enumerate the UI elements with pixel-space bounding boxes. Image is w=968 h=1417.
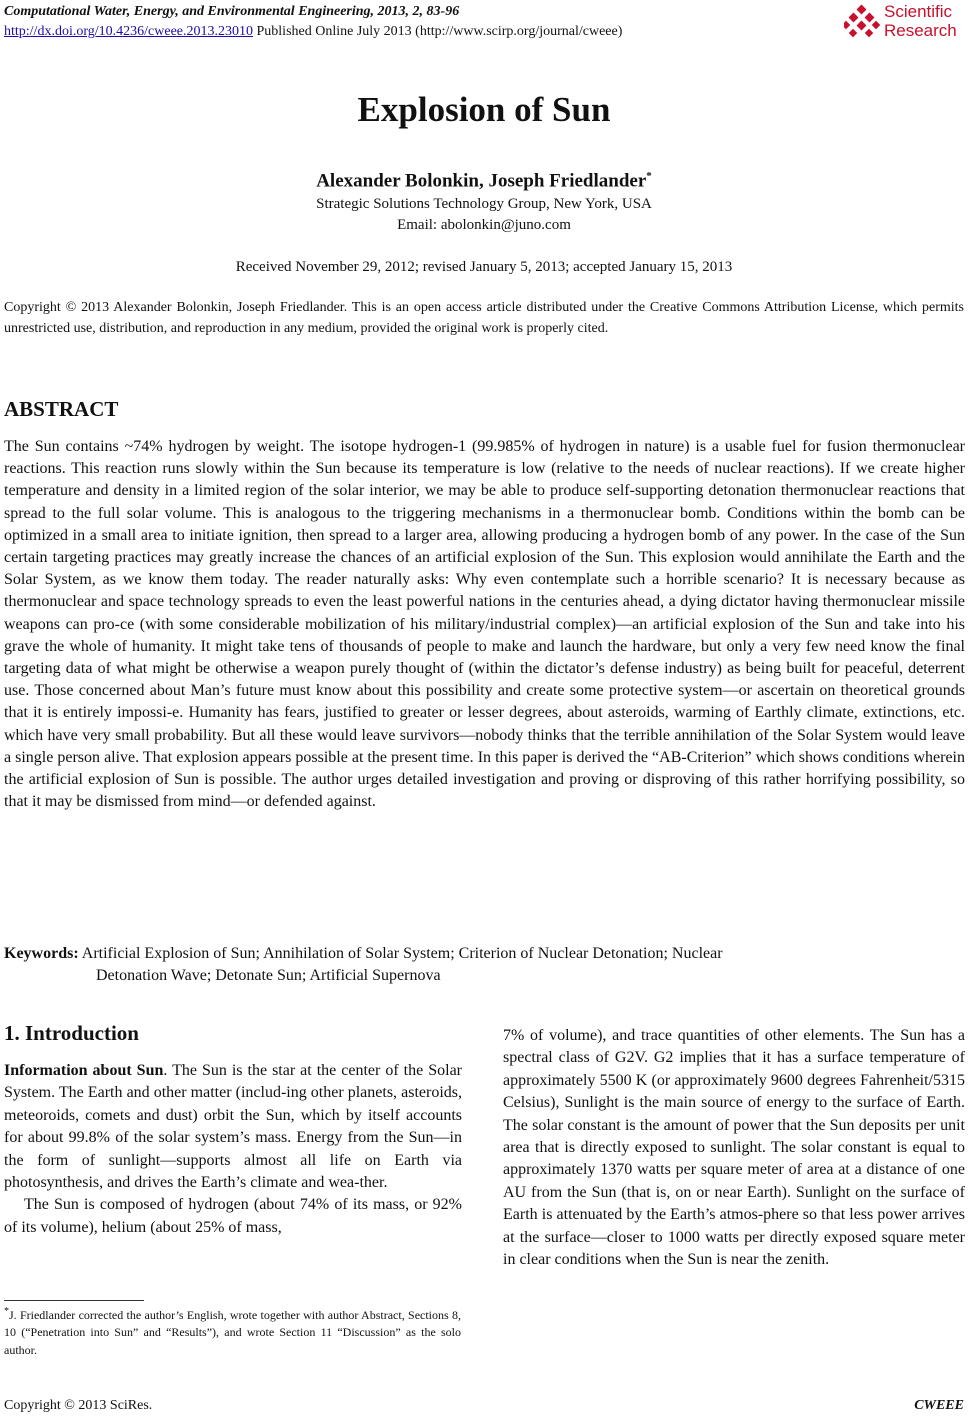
logo-line-1: Scientific [884,2,953,21]
paragraph: The Sun is composed of hydrogen (about 74% of its mass, or 92% of its volume), helium (about 25% of mass, [4,1196,462,1236]
keywords-label: Keywords: [4,945,79,962]
doi-link[interactable]: http://dx.doi.org/10.4236/cweee.2013.23010 [4,24,253,39]
footer-copyright: Copyright © 2013 SciRes. [4,1398,153,1413]
abstract-heading: ABSTRACT [4,397,119,421]
paragraph [4,1060,462,1194]
author-names: Alexander Bolonkin, Joseph Friedlander [316,170,647,192]
received-dates: Received November 29, 2012; revised January 5, 2013; accepted January 15, 2013 [235,259,733,275]
footnote-text: J. Friedlander corrected the author’s English, wrote together with author Abstract, Sections 8, 10 (“Penetration into Sun” and “Results”), and wrote Section 11 “Discussion” as the solo author. [4,1308,461,1357]
paper-title: Explosion of Sun [357,90,611,129]
publisher-logo [844,2,964,42]
affiliation: Strategic Solutions Technology Group, New York, USA [316,196,652,212]
logo-text [884,2,957,40]
footer-journal-abbrev: CWEEE [914,1398,964,1413]
doi-line [4,22,804,42]
left-column [4,1060,462,1239]
author-footnote-mark: * [646,170,652,182]
runin-heading: Information about Sun [4,1062,164,1079]
running-header [4,2,804,42]
journal-name: Computational Water, Energy, and Environmental Engineering [4,4,371,19]
keywords-line-2: Detonation Wave; Detonate Sun; Artificial Supernova [96,967,441,984]
right-column [503,1025,965,1271]
paragraph-text: . The Sun is the star at the center of the Solar System. The Earth and other matter (includ-ing other planets, asteroids, meteoroids, comets and dust) orbit the Sun, which by itself accounts for about 99.8% of the solar system’s mass. Energy from the Sun—in the form of sunlight—supports almost all life on Earth via photosynthesis, and drives the Earth’s climate and wea-ther. [4,1062,462,1192]
keywords-line-1 [4,943,965,965]
paragraph: 7% of volume), and trace quantities of other elements. The Sun has a spectral class of G2V. G2 implies that it has a surface temperature of approximately 5500 K (or approximately 9600 degrees Fahrenheit/5315 Celsius), Sunlight is the main source of energy to the surface of Earth. The solar constant is the amount of power that the Sun deposits per unit area that is directly exposed to sunlight. The solar constant is equal to approximately 1370 watts per square meter of area at a distance of one AU from the Sun (that is, on or near Earth). Sunlight on the surface of Earth is attenuated by the Earth’s atmos-phere so that less power arrives at the surface—closer to 1000 watts per directly exposed square meter in clear conditions when the Sun is near the zenith. [503,1027,965,1269]
abstract-text: The Sun contains ~74% hydrogen by weight. The isotope hydrogen-1 (99.985% of hydrogen in nature) is a usable fuel for fusion thermonuclear reactions. This reaction runs slowly within the Sun because its temperature is low (relative to the needs of nuclear reactions). If we create higher temperature and density in a limited region of the solar interior, we may be able to produce self-supporting detonation thermonuclear reactions that spread to the full solar volume. This is analogous to the triggering mechanisms in a thermonuclear bomb. Conditions within the bomb can be optimized in a small area to initiate ignition, then spread to a larger area, allowing producing a hydrogen bomb of any power. In the case of the Sun certain targeting practices may greatly increase the chances of an artificial explosion of the Sun. This explosion would annihilate the Earth and the Solar System, as we know them today. The reader naturally asks: Why even contemplate such a horrible scenario? It is necessary because as thermonuclear and space technology spreads to even the least powerful nations in the centuries ahead, a dying dictator having thermonuclear missile weapons can pro-ce (with some considerable mobilization of his military/industrial complex)—an artificial explosion of the Sun and take into his grave the whole of humanity. It might take tens of thousands of people to make and launch the hardware, but only a very few need know the final targeting data of what might be otherwise a weapon purely thought of (within the dictator’s defense industry) as being built for peaceful, deterrent use. Those concerned about Man’s future must know about this possibility and create some protective system—or ascertain on theoretical grounds that it is entirely impossi-e. Humanity has fears, justified to greater or lesser degrees, about asteroids, warming of Earthly climate, extinctions, etc. which have very small probability. But all these would leave survivors—nobody thinks that the terrible annihilation of the Solar System would leave a single person alive. That explosion appears possible at the present time. In this paper is derived the “AB-Criterion” which shows conditions wherein the artificial explosion of Sun is possible. The author urges detailed investigation and proving or disproving of this rather horrifying possibility, so that it may be dismissed from mind—or defended against. [4,438,965,811]
section-heading-introduction: 1. Introduction [4,1021,139,1045]
published-info: Published Online July 2013 (http://www.scirp.org/journal/cweee) [253,24,623,39]
keywords-block [4,943,965,987]
keywords-text-1: Artificial Explosion of Sun; Annihilation of Solar System; Criterion of Nuclear Detonation; Nuclear [78,945,723,962]
scientific-research-logo-icon [844,4,882,40]
journal-info: , 2013, 2, 83-96 [370,4,460,19]
logo-line-2: Research [884,21,957,40]
journal-line [4,2,804,22]
paper-authors [0,170,968,192]
copyright-notice: Copyright © 2013 Alexander Bolonkin, Joseph Friedlander. This is an open access article distributed under the Creative Commons Attribution License, which permits unrestricted use, distribution, and reproduction in any medium, provided the original work is properly cited. [4,300,964,336]
footnote-mark: * [4,1306,9,1317]
author-email: Email: abolonkin@juno.com [397,217,571,233]
footnote-rule [4,1300,144,1301]
footnote [4,1303,461,1359]
